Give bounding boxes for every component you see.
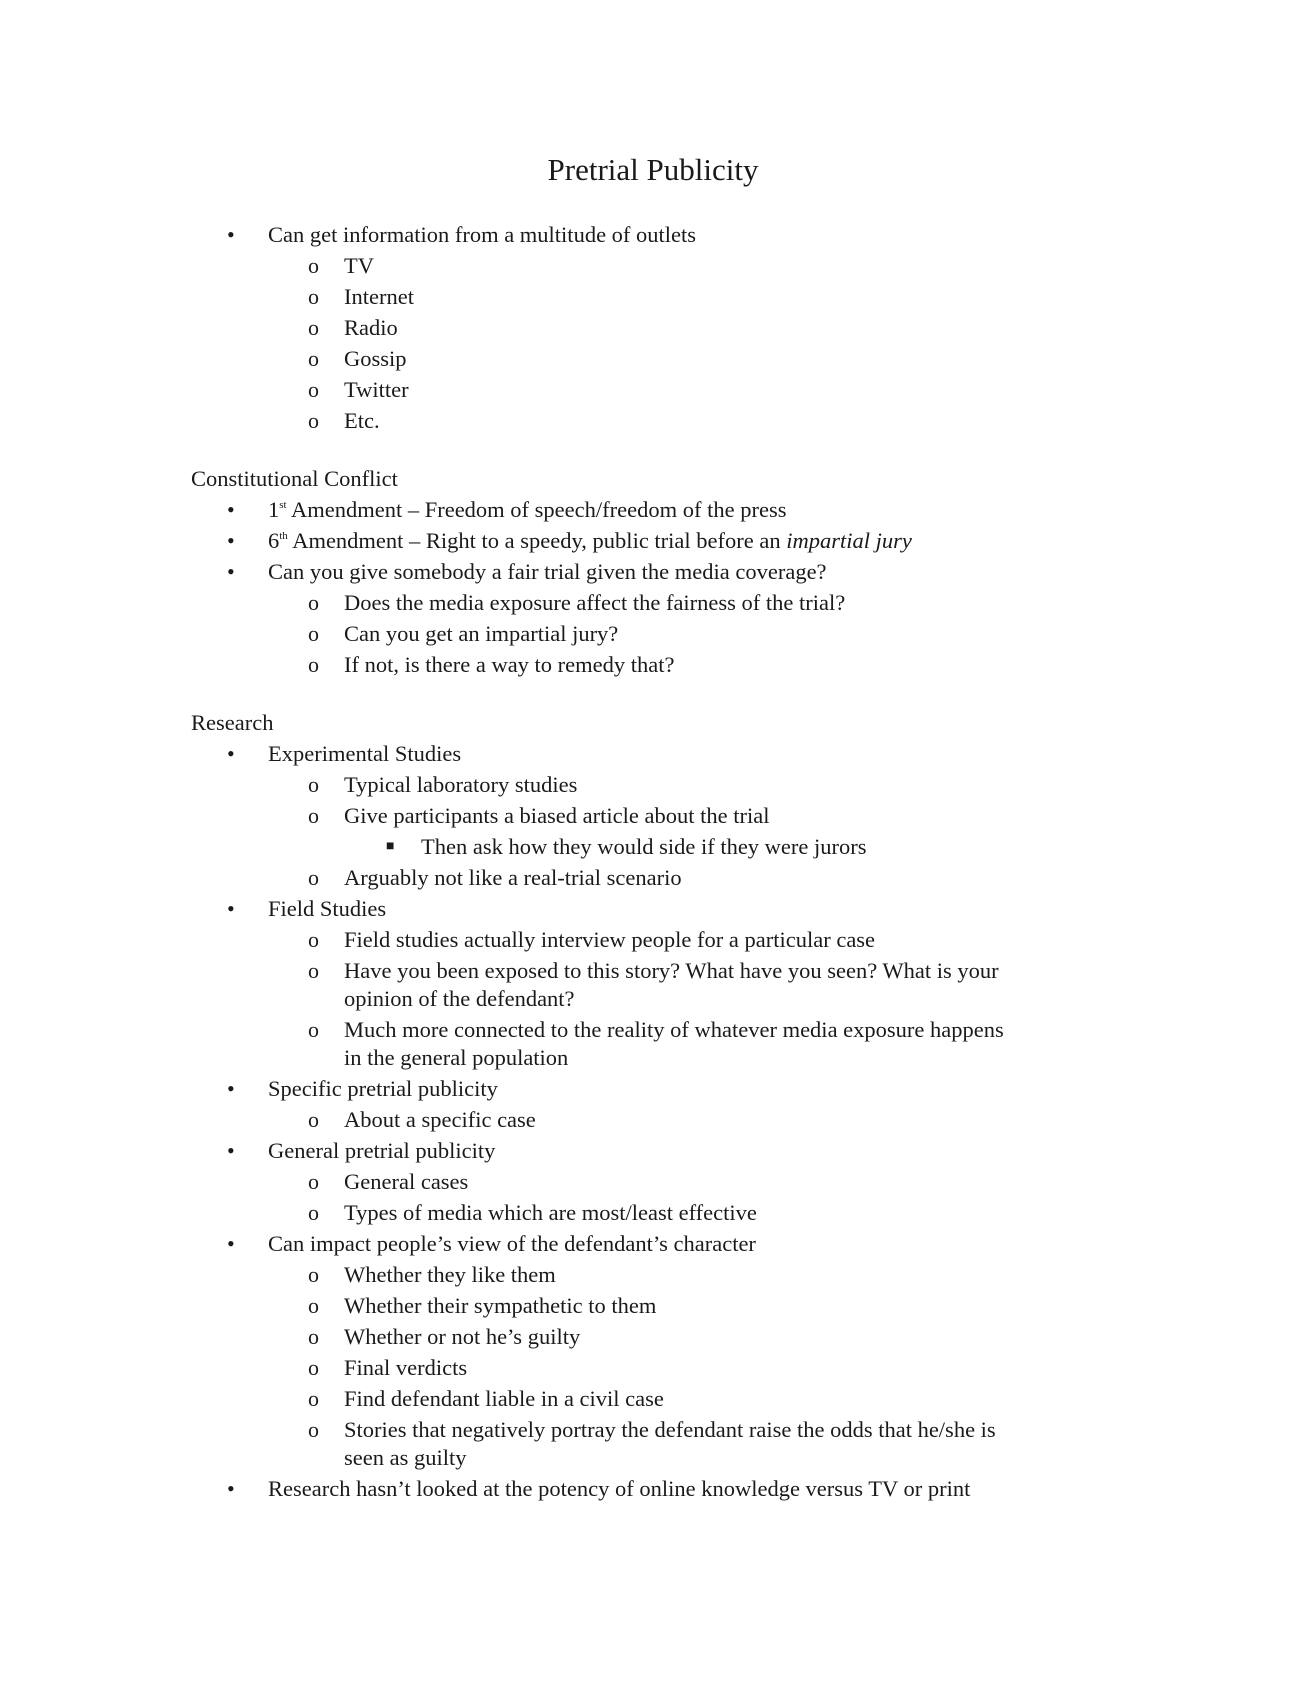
bullet-marker: • [227,497,235,522]
sub-bullet-marker: o [308,927,319,952]
document-title: Pretrial Publicity [547,152,759,187]
sub-bullet-marker: o [308,315,319,340]
list-item: o Whether they like them [191,1259,1111,1290]
constitutional-conflict-section [191,464,1111,680]
sub-bullet-marker: o [308,1200,319,1225]
sub-bullet-marker: o [308,284,319,309]
bullet-marker: • [227,1076,235,1101]
list-item: o Radio [191,312,1111,343]
list-item: • Experimental Studies [191,738,1111,769]
document-body [191,219,1111,1504]
sub-bullet-marker: o [308,1324,319,1349]
sub-bullet-marker: o [308,1017,319,1042]
list-item: o Gossip [191,343,1111,374]
list-item: o Etc. [191,405,1111,436]
sub-bullet-marker: o [308,621,319,646]
sub-bullet-marker: o [308,772,319,797]
sub-bullet-marker: o [308,1355,319,1380]
list-item: o Types of media which are most/least effective [191,1197,1111,1228]
sub-bullet-marker: o [308,590,319,615]
list-item: o Whether or not he’s guilty [191,1321,1111,1352]
list-item: o Arguably not like a real-trial scenario [191,862,1111,893]
list-item: o If not, is there a way to remedy that? [191,649,1111,680]
list-item: o About a specific case [191,1104,1111,1135]
list-item: o Field studies actually interview people for a particular case [191,924,1111,955]
sub-bullet-marker: o [308,1386,319,1411]
list-item: o Twitter [191,374,1111,405]
sub-bullet-marker: o [308,652,319,677]
list-item: o Whether their sympathetic to them [191,1290,1111,1321]
sub-bullet-marker: o [308,1262,319,1287]
list-item: o Give participants a biased article about the trial [191,800,1111,831]
sub-bullet-marker: o [308,346,319,371]
sub-bullet-marker: o [308,1169,319,1194]
bullet-marker: • [227,222,235,247]
list-item: ■ Then ask how they would side if they were jurors [191,831,1111,862]
bullet-marker: • [227,896,235,921]
list-item: o Find defendant liable in a civil case [191,1383,1111,1414]
bullet-marker: • [227,528,235,553]
sub-bullet-marker: o [308,1107,319,1132]
list-item: o Stories that negatively portray the defendant raise the odds that he/she is seen as guilty [191,1414,1111,1473]
bullet-marker: • [227,559,235,584]
sub-bullet-marker: o [308,253,319,278]
list-item: o Typical laboratory studies [191,769,1111,800]
intro-list [191,219,1111,436]
sub-bullet-marker: o [308,408,319,433]
list-item: o Internet [191,281,1111,312]
list-item-first-amendment: • 1st Amendment – Freedom of speech/freedom of the press [191,494,1111,525]
bullet-marker: • [227,1231,235,1256]
research-section [191,708,1111,1504]
section-heading: Research [191,710,274,735]
square-bullet-marker: ■ [386,839,395,854]
list-item: o Much more connected to the reality of whatever media exposure happens in the general population [191,1014,1111,1073]
sub-bullet-marker: o [308,1417,319,1442]
bullet-marker: • [227,1138,235,1163]
section-heading: Constitutional Conflict [191,466,398,491]
sub-bullet-marker: o [308,865,319,890]
list-item-sixth-amendment: • 6th Amendment – Right to a speedy, public trial before an impartial jury [191,525,1111,556]
sub-bullet-marker: o [308,1293,319,1318]
list-item: • Can you give somebody a fair trial given the media coverage? [191,556,1111,587]
list-item: o Final verdicts [191,1352,1111,1383]
list-item: o Have you been exposed to this story? What have you seen? What is your opinion of the defendant? [191,955,1111,1014]
list-item: o Does the media exposure affect the fairness of the trial? [191,587,1111,618]
bullet-marker: • [227,741,235,766]
list-item: • General pretrial publicity [191,1135,1111,1166]
list-item: • Can get information from a multitude of outlets [191,219,1111,250]
bullet-marker: • [227,1476,235,1501]
sub-bullet-marker: o [308,377,319,402]
list-item: • Can impact people’s view of the defendant’s character [191,1228,1111,1259]
sub-bullet-marker: o [308,803,319,828]
list-item: o Can you get an impartial jury? [191,618,1111,649]
list-item: • Research hasn’t looked at the potency of online knowledge versus TV or print [191,1473,1111,1504]
list-item: o General cases [191,1166,1111,1197]
list-item: • Specific pretrial publicity [191,1073,1111,1104]
list-item: o TV [191,250,1111,281]
list-item: • Field Studies [191,893,1111,924]
sub-bullet-marker: o [308,958,319,983]
